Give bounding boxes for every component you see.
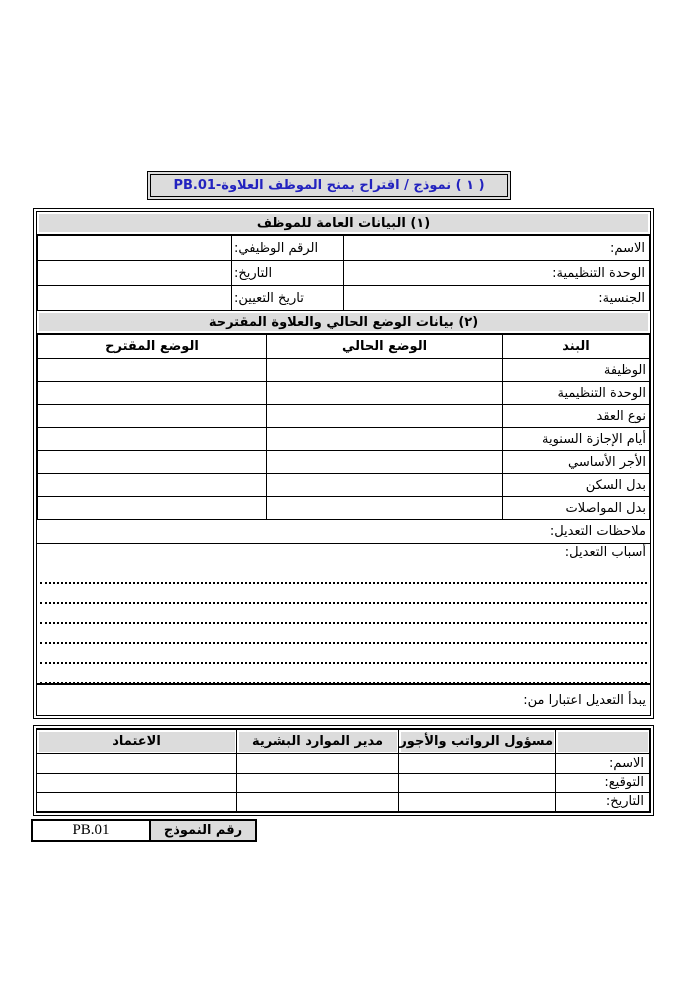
item-label-job: الوظيفة xyxy=(503,359,650,382)
current-status-input[interactable] xyxy=(267,382,503,405)
status-table-row xyxy=(38,382,650,405)
org-unit-field-cell xyxy=(344,261,650,286)
signature-sign-label: التوقيع: xyxy=(556,773,650,792)
org-unit-input-area[interactable] xyxy=(347,261,552,285)
notes-label: ملاحظات التعديل: xyxy=(549,524,646,539)
current-status-input[interactable] xyxy=(267,451,503,474)
signatures-table xyxy=(36,729,650,812)
dotted-line[interactable] xyxy=(40,644,647,664)
employee-number-input-area[interactable] xyxy=(38,236,232,261)
proposed-status-input[interactable] xyxy=(38,382,267,405)
hire-date-label: تاريخ التعيين: xyxy=(232,286,344,311)
dotted-line[interactable] xyxy=(40,564,647,584)
item-label-annual-leave: أيام الإجازة السنوية xyxy=(503,428,650,451)
section1-header: (١) البيانات العامة للموظف xyxy=(37,212,650,235)
proposed-status-input[interactable] xyxy=(38,428,267,451)
reasons-section xyxy=(37,544,650,685)
proposed-status-input[interactable] xyxy=(38,405,267,428)
name-label: الاسم: xyxy=(610,240,645,256)
general-info-row xyxy=(38,286,650,311)
signature-row xyxy=(37,754,650,773)
signature-name-input[interactable] xyxy=(237,754,399,773)
date-input-area[interactable] xyxy=(38,261,232,286)
reasons-label: أسباب التعديل: xyxy=(564,545,646,560)
notes-row[interactable] xyxy=(37,520,650,544)
signatures-header-row xyxy=(37,730,650,754)
status-table-row xyxy=(38,497,650,520)
item-label-contract-type: نوع العقد xyxy=(503,405,650,428)
form-code-label: رقم النموذج xyxy=(149,821,255,840)
name-field-cell xyxy=(344,236,650,261)
column-header-item: البند xyxy=(503,335,650,359)
signature-row xyxy=(37,773,650,792)
current-status-input[interactable] xyxy=(267,359,503,382)
effective-date-row[interactable] xyxy=(37,685,650,715)
signatures-box xyxy=(33,725,654,816)
org-unit-label: الوحدة التنظيمية: xyxy=(552,265,645,281)
signature-row xyxy=(37,792,650,811)
status-table-row xyxy=(38,405,650,428)
main-form xyxy=(33,208,654,719)
form-code-value: PB.01 xyxy=(72,822,110,838)
item-label-housing-allowance: بدل السكن xyxy=(503,474,650,497)
signature-date-input[interactable] xyxy=(399,792,556,811)
form-title: ( ١ ) نموذج / اقتراح بمنح الموظف العلاوة-PB.01 xyxy=(173,178,485,193)
hire-date-input-area[interactable] xyxy=(38,286,232,311)
signature-date-input[interactable] xyxy=(237,792,399,811)
status-table-row xyxy=(38,451,650,474)
column-header-current: الوضع الحالي xyxy=(267,335,503,359)
item-label-org-unit: الوحدة التنظيمية xyxy=(503,382,650,405)
form-code-box xyxy=(31,819,257,842)
nationality-input-area[interactable] xyxy=(347,286,598,310)
employee-number-label: الرقم الوظيفي: xyxy=(232,236,344,261)
dotted-line[interactable] xyxy=(40,584,647,604)
date-label: التاريخ: xyxy=(232,261,344,286)
signature-date-label: التاريخ: xyxy=(556,792,650,811)
effective-date-label: يبدأ التعديل اعتبارا من: xyxy=(523,692,646,708)
current-status-input[interactable] xyxy=(267,428,503,451)
nationality-field-cell xyxy=(344,286,650,311)
status-table xyxy=(37,334,650,520)
signature-header-blank xyxy=(556,730,650,754)
general-info-row xyxy=(38,261,650,286)
form-title-box xyxy=(147,171,511,200)
item-label-transport-allowance: بدل المواصلات xyxy=(503,497,650,520)
current-status-input[interactable] xyxy=(267,405,503,428)
column-header-proposed: الوضع المقترح xyxy=(38,335,267,359)
proposed-status-input[interactable] xyxy=(38,497,267,520)
current-status-input[interactable] xyxy=(267,497,503,520)
section2-header: (٢) بيانات الوضع الحالي والعلاوة المقترحة xyxy=(37,311,650,334)
current-status-input[interactable] xyxy=(267,474,503,497)
name-input-area[interactable] xyxy=(347,236,610,260)
status-table-row xyxy=(38,474,650,497)
status-table-row xyxy=(38,428,650,451)
signature-date-input[interactable] xyxy=(37,792,237,811)
signature-sign-input[interactable] xyxy=(399,773,556,792)
dotted-line[interactable] xyxy=(40,664,647,684)
signature-sign-input[interactable] xyxy=(237,773,399,792)
signature-sign-input[interactable] xyxy=(37,773,237,792)
signature-name-input[interactable] xyxy=(399,754,556,773)
signature-name-input[interactable] xyxy=(37,754,237,773)
signature-name-label: الاسم: xyxy=(556,754,650,773)
proposed-status-input[interactable] xyxy=(38,451,267,474)
signature-header-approval: الاعتماد xyxy=(37,730,237,754)
nationality-label: الجنسية: xyxy=(598,290,645,306)
proposed-status-input[interactable] xyxy=(38,359,267,382)
signature-header-hr: مدير الموارد البشرية xyxy=(237,730,399,754)
proposed-status-input[interactable] xyxy=(38,474,267,497)
status-table-header-row xyxy=(38,335,650,359)
item-label-basic-wage: الأجر الأساسي xyxy=(503,451,650,474)
section1-table xyxy=(37,235,650,311)
status-table-row xyxy=(38,359,650,382)
dotted-line[interactable] xyxy=(40,624,647,644)
general-info-row xyxy=(38,236,650,261)
signature-header-payroll: مسؤول الرواتب والأجور xyxy=(399,730,556,754)
dotted-line[interactable] xyxy=(40,604,647,624)
